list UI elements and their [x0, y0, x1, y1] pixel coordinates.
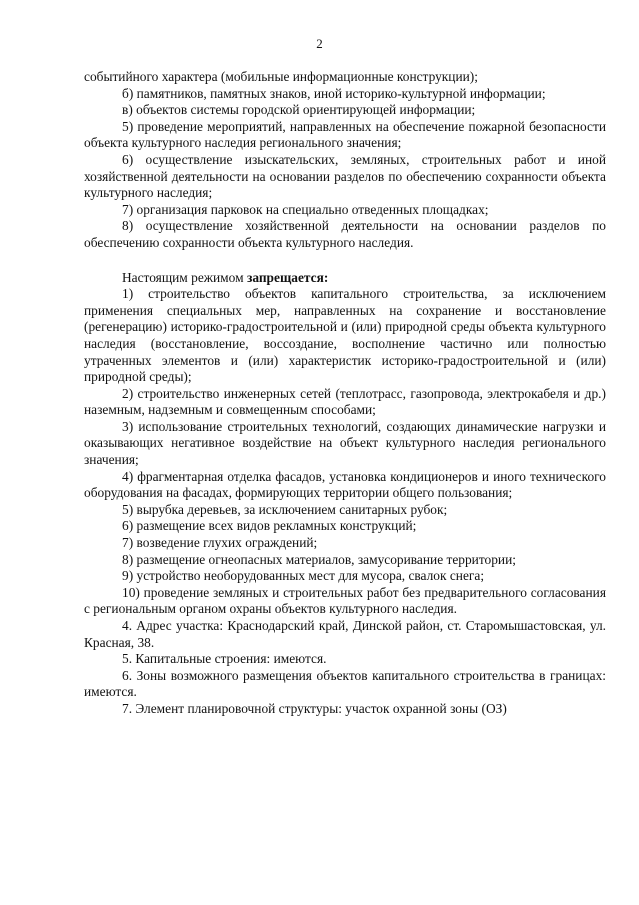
prohibited-item-1: 1) строительство объектов капитального строительства, за исключением применения специальных мер, направленных на сохранение и восстановление (регенерацию) историко-градостроительной и (или) природной среды объекта культурного наследия (восстановление, воссоздание, восполнение частично или полностью утраченных элементов и (или) характеристик историко-градостроительной и (или) природной среды); [84, 286, 606, 385]
prohibited-item-7: 7) возведение глухих ограждений; [122, 535, 318, 551]
detail-planning-element: 7. Элемент планировочной структуры: участок охранной зоны (ОЗ) [122, 700, 507, 716]
prohibited-item-10: 10) проведение земляных и строительных работ без предварительного согласования с региональным органом охраны объектов культурного наследия. [84, 584, 606, 617]
prohibited-item-4: 4) фрагментарная отделка фасадов, установка кондиционеров и иного технического оборудования на фасадах, формирующих территории общего пользования; [84, 468, 606, 501]
prohibited-item-6: 6) размещение всех видов рекламных конструкций; [122, 518, 417, 534]
prohibited-item-5: 5) вырубка деревьев, за исключением санитарных рубок; [122, 501, 448, 517]
prohibited-intro: Настоящим режимом [122, 269, 247, 285]
prohibited-heading [84, 270, 606, 287]
paragraph-item-b: б) памятников, памятных знаков, иной историко-культурной информации; [122, 85, 546, 101]
prohibited-intro-bold: запрещается: [246, 269, 329, 285]
paragraph-item-8: 8) осуществление хозяйственной деятельности на основании разделов по обеспечению сохранности объекта культурного наследия. [84, 218, 606, 250]
detail-address: 4. Адрес участка: Краснодарский край, Динской район, ст. Старомышастовская, ул. Красная, 38. [84, 618, 606, 650]
paragraph-item-6: 6) осуществление изыскательских, земляных, строительных работ и иной хозяйственной деятельности на основании разделов по обеспечению сохранности объекта культурного наследия; [84, 151, 606, 201]
paragraph-item-v: в) объектов системы городской ориентирующей информации; [122, 102, 476, 118]
detail-capital-buildings: 5. Капитальные строения: имеются. [122, 651, 327, 667]
prohibited-item-3: 3) использование строительных технологий, создающих динамические нагрузки и оказывающих негативное воздействие на объект культурного наследия регионального значения; [84, 418, 606, 468]
paragraph-continuation: событийного характера (мобильные информационные конструкции); [84, 69, 478, 84]
paragraph-item-5: 5) проведение мероприятий, направленных на обеспечение пожарной безопасности объекта культурного наследия регионального значения; [84, 118, 606, 151]
prohibited-item-8: 8) размещение огнеопасных материалов, замусоривание территории; [122, 551, 516, 567]
document-body [84, 69, 606, 718]
prohibited-item-9: 9) устройство необорудованных мест для мусора, свалок снега; [122, 568, 485, 584]
detail-construction-zones: 6. Зоны возможного размещения объектов капитального строительства в границах: имеются. [84, 667, 606, 700]
paragraph-item-7: 7) организация парковок на специально отведенных площадках; [122, 201, 489, 217]
prohibited-item-2: 2) строительство инженерных сетей (теплотрасс, газопровода, электрокабеля и др.) наземным, надземным и совмещенным способами; [84, 385, 606, 418]
page-number: 2 [316, 36, 323, 51]
